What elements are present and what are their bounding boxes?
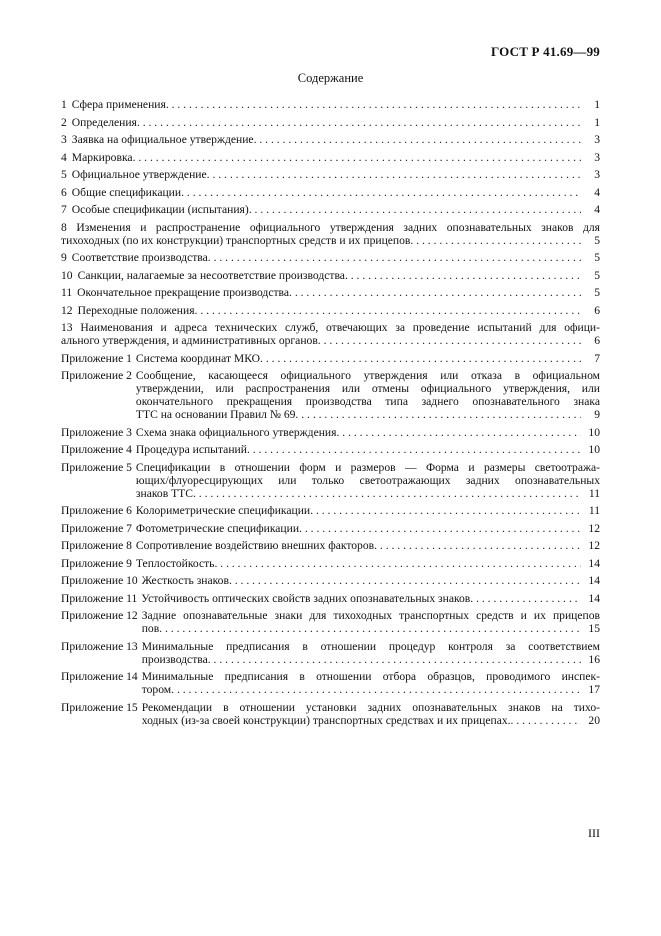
toc-page-number: 1 xyxy=(594,98,600,111)
annex-body xyxy=(136,557,600,570)
toc-entry-title: Система координат МКО xyxy=(135,351,261,365)
toc-section-entry xyxy=(61,286,600,299)
toc-section-entry xyxy=(61,98,600,111)
dot-leader xyxy=(295,408,581,421)
toc-entry-title: Особые спецификации (испытания) xyxy=(71,203,249,216)
toc-line xyxy=(136,539,600,552)
toc-entry-line: утверждении, или распространения или отмены официального утверждения, или xyxy=(135,382,600,395)
section-number: 13 xyxy=(61,321,73,334)
toc-entry-title: Сопротивление воздействию внешних факторов xyxy=(135,539,375,552)
section-number: 2 xyxy=(61,115,67,129)
toc-annex-entry xyxy=(61,574,600,587)
toc-entry-title: Общие спецификации xyxy=(71,185,182,199)
toc-entry-line: Рекомендации в отношении установки задних опознавательных знаков на тихо- xyxy=(141,700,600,714)
toc-page-number: 5 xyxy=(594,268,600,282)
toc-line xyxy=(61,269,600,282)
toc-page-number: 6 xyxy=(594,334,600,347)
toc-line xyxy=(61,133,600,146)
toc-line xyxy=(61,203,600,216)
toc-line xyxy=(142,574,600,587)
toc-line xyxy=(142,653,600,666)
toc-annex-entry xyxy=(61,640,600,666)
dot-leader xyxy=(159,622,581,635)
toc-line xyxy=(61,334,600,347)
toc-entry-title: Маркировка xyxy=(71,150,133,164)
annex-body xyxy=(136,443,600,456)
toc-line xyxy=(136,352,600,365)
section-number: 4 xyxy=(61,150,67,164)
annex-body xyxy=(142,670,600,696)
dot-leader xyxy=(511,714,581,727)
toc-line xyxy=(136,443,600,456)
section-number: 12 xyxy=(61,303,73,317)
toc-entry-line: Сообщение, касающееся официального утверждения или отказа в официальном xyxy=(135,369,600,382)
toc-section-entry xyxy=(61,221,600,247)
table-of-contents xyxy=(61,98,600,731)
annex-body xyxy=(142,701,600,727)
dot-leader xyxy=(195,304,581,317)
toc-page-number: 14 xyxy=(588,591,600,605)
toc-entry-title: Сфера применения xyxy=(71,98,166,111)
toc-entry-line: Спецификации в отношении форм и размеров — Форма и размеры светоотража- xyxy=(135,460,600,474)
toc-line xyxy=(141,592,600,605)
toc-annex-entry xyxy=(61,557,600,570)
annex-body xyxy=(136,352,600,365)
toc-entry-title: Официальное утверждение xyxy=(71,168,207,181)
toc-section-entry xyxy=(61,133,600,146)
annex-label: Приложение 12 xyxy=(61,609,138,622)
dot-leader xyxy=(171,683,581,696)
toc-entry-title: Фотометрические спецификации xyxy=(135,521,300,535)
toc-annex-entry xyxy=(61,443,600,456)
dot-leader xyxy=(374,539,581,552)
toc-entry-line: окончательного прекращения производства типа заднего опознавательного знака xyxy=(135,395,600,408)
toc-annex-entry xyxy=(61,592,600,605)
toc-annex-entry xyxy=(61,609,600,635)
toc-section-entry xyxy=(61,151,600,164)
toc-page-number: 4 xyxy=(594,203,600,216)
toc-section-entry xyxy=(61,321,600,347)
toc-page-number: 5 xyxy=(594,251,600,264)
annex-label: Приложение 9 xyxy=(61,556,132,570)
toc-page-number: 5 xyxy=(594,286,600,299)
toc-section-entry xyxy=(61,203,600,216)
toc-entry-title: пов xyxy=(141,622,160,635)
dot-leader xyxy=(470,592,581,605)
annex-label: Приложение 13 xyxy=(61,639,138,653)
annex-label: Приложение 5 xyxy=(61,460,132,474)
toc-page-number: 7 xyxy=(594,351,600,365)
dot-leader xyxy=(181,186,581,199)
toc-line xyxy=(61,151,600,164)
toc-entry-title: Процедура испытаний xyxy=(135,443,247,456)
toc-line xyxy=(142,714,600,727)
toc-page-number: 14 xyxy=(588,574,600,587)
toc-annex-entry xyxy=(61,426,600,439)
toc-page-number: 3 xyxy=(594,133,600,146)
dot-leader xyxy=(133,151,581,164)
toc-entry-first-line xyxy=(61,321,600,334)
toc-section-entry xyxy=(61,186,600,199)
toc-page-number: 15 xyxy=(588,622,600,635)
section-number: 11 xyxy=(61,286,73,299)
annex-label: Приложение 4 xyxy=(61,443,132,456)
toc-line xyxy=(61,98,600,111)
dot-leader xyxy=(214,557,581,570)
toc-line xyxy=(61,186,600,199)
toc-annex-entry xyxy=(61,352,600,365)
document-code: ГОСТ Р 41.69—99 xyxy=(491,44,600,59)
dot-leader xyxy=(254,133,581,146)
dot-leader xyxy=(299,522,581,535)
toc-page-number: 11 xyxy=(588,504,600,517)
toc-entry-title: производства xyxy=(141,652,208,666)
dot-leader xyxy=(193,487,581,500)
toc-entry-title: ального утверждения, и административных органов xyxy=(61,334,318,347)
toc-entry-title: Схема знака официального утверждения xyxy=(135,425,337,439)
annex-label: Приложение 3 xyxy=(61,425,132,439)
dot-leader xyxy=(410,234,581,247)
annex-body xyxy=(136,461,600,500)
toc-entry-title: ходных (из-за своей конструкции) транспортных средствах и их прицепах. xyxy=(141,713,511,727)
toc-entry-title: Соответствие производства xyxy=(71,251,208,264)
toc-entry-title: тором xyxy=(141,683,172,696)
toc-line xyxy=(61,286,600,299)
toc-page-number: 5 xyxy=(594,233,600,247)
annex-body xyxy=(141,592,600,605)
toc-page-number: 3 xyxy=(594,168,600,181)
annex-label: Приложение 15 xyxy=(61,700,138,714)
dot-leader xyxy=(318,334,581,347)
toc-entry-title: ТТС на основании Правил № 69 xyxy=(135,408,296,421)
toc-annex-entry xyxy=(61,522,600,535)
dot-leader xyxy=(166,98,581,111)
toc-line xyxy=(142,622,600,635)
toc-page-number: 9 xyxy=(594,408,600,421)
toc-annex-entry xyxy=(61,670,600,696)
dot-leader xyxy=(289,286,581,299)
toc-page-number: 20 xyxy=(588,713,600,727)
section-number: 10 xyxy=(61,268,73,282)
toc-entry-title: Окончательное прекращение производства xyxy=(77,286,290,299)
toc-page-number: 3 xyxy=(594,150,600,164)
annex-body xyxy=(142,640,600,666)
toc-section-entry xyxy=(61,116,600,129)
toc-entry-line: Минимальные предписания в отношении отбора образцов, проводимого инспек- xyxy=(141,670,600,683)
toc-line xyxy=(136,487,600,500)
toc-line xyxy=(136,522,600,535)
toc-entry-line: ющих/флуоресцирующих или только светоотражающих задних опознавательных xyxy=(135,473,600,487)
toc-page-number: 1 xyxy=(594,115,600,129)
toc-section-entry xyxy=(61,269,600,282)
toc-section-entry xyxy=(61,168,600,181)
annex-label: Приложение 11 xyxy=(61,591,138,605)
toc-entry-first-line xyxy=(61,221,600,234)
toc-section-entry xyxy=(61,304,600,317)
toc-line xyxy=(61,304,600,317)
annex-body xyxy=(136,504,600,517)
dot-leader xyxy=(208,251,581,264)
section-number: 7 xyxy=(61,203,67,216)
section-number: 3 xyxy=(61,133,67,146)
dot-leader xyxy=(260,352,581,365)
toc-line xyxy=(136,557,600,570)
toc-entry-title: Теплостойкость xyxy=(135,556,215,570)
toc-page-number: 11 xyxy=(588,486,600,500)
section-number: 9 xyxy=(61,251,67,264)
toc-entry-title: Жесткость знаков xyxy=(141,574,229,587)
toc-page-number: 17 xyxy=(588,683,600,696)
toc-page-number: 10 xyxy=(588,425,600,439)
annex-label: Приложение 6 xyxy=(61,504,132,517)
toc-page-number: 14 xyxy=(588,556,600,570)
toc-entry-title: Колориметрические спецификации xyxy=(135,504,311,517)
toc-entry-title: Санкции, налагаемые за несоответствие производства xyxy=(77,268,345,282)
toc-line xyxy=(61,116,600,129)
dot-leader xyxy=(207,168,581,181)
annexes-list xyxy=(61,352,600,727)
toc-page-number: 6 xyxy=(594,303,600,317)
toc-entry-line: Минимальные предписания в отношении процедур контроля за соответствием xyxy=(141,639,600,653)
annex-body xyxy=(142,609,600,635)
toc-entry-title: Устойчивость оптических свойств задних опознавательных знаков xyxy=(141,591,471,605)
toc-entry-text: Изменения и распространение официального утверждения задних опознавательных знаков для xyxy=(76,220,600,234)
toc-line xyxy=(61,234,600,247)
toc-line xyxy=(136,408,600,421)
dot-leader xyxy=(229,574,581,587)
annex-label: Приложение 14 xyxy=(61,670,138,683)
section-number: 5 xyxy=(61,168,67,181)
toc-page-number: 10 xyxy=(588,443,600,456)
annex-label: Приложение 1 xyxy=(61,351,132,365)
toc-entry-title: Заявка на официальное утверждение xyxy=(71,133,254,146)
annex-body xyxy=(142,574,600,587)
toc-entry-text: Наименования и адреса технических служб, отвечающих за проведение испытаний для офици- xyxy=(80,321,600,334)
toc-line xyxy=(61,251,600,264)
toc-annex-entry xyxy=(61,461,600,500)
toc-entry-title: знаков ТТС xyxy=(135,486,193,500)
dot-leader xyxy=(247,443,581,456)
sections-list xyxy=(61,98,600,347)
annex-body xyxy=(136,522,600,535)
toc-annex-entry xyxy=(61,504,600,517)
toc-page-number: 12 xyxy=(588,539,600,552)
dot-leader xyxy=(137,116,581,129)
toc-annex-entry xyxy=(61,701,600,727)
dot-leader xyxy=(310,504,581,517)
annex-label: Приложение 10 xyxy=(61,574,138,587)
toc-annex-entry xyxy=(61,539,600,552)
toc-page-number: 4 xyxy=(594,185,600,199)
annex-body xyxy=(136,369,600,421)
annex-label: Приложение 2 xyxy=(61,369,132,382)
toc-title: Содержание xyxy=(297,71,364,85)
dot-leader xyxy=(249,203,581,216)
annex-body xyxy=(136,426,600,439)
toc-entry-line: Задние опознавательные знаки для тихоходных транспортных средств и их прицепов xyxy=(141,609,600,622)
dot-leader xyxy=(208,653,581,666)
toc-entry-title: тихоходных (по их конструкции) транспортных средств и их прицепов xyxy=(61,233,411,247)
toc-section-entry xyxy=(61,251,600,264)
toc-line xyxy=(136,426,600,439)
toc-page-number: 16 xyxy=(588,652,600,666)
toc-page-number: 12 xyxy=(588,521,600,535)
toc-annex-entry xyxy=(61,369,600,421)
toc-line xyxy=(136,504,600,517)
dot-leader xyxy=(336,426,581,439)
dot-leader xyxy=(345,269,581,282)
toc-entry-title: Определения xyxy=(71,115,137,129)
toc-line xyxy=(142,683,600,696)
section-number: 6 xyxy=(61,185,67,199)
toc-entry-title: Переходные положения xyxy=(77,303,195,317)
annex-label: Приложение 7 xyxy=(61,521,132,535)
annex-body xyxy=(136,539,600,552)
toc-line xyxy=(61,168,600,181)
section-number: 1 xyxy=(61,98,67,111)
page-number: III xyxy=(588,826,600,840)
annex-label: Приложение 8 xyxy=(61,539,132,552)
section-number: 8 xyxy=(61,220,67,234)
